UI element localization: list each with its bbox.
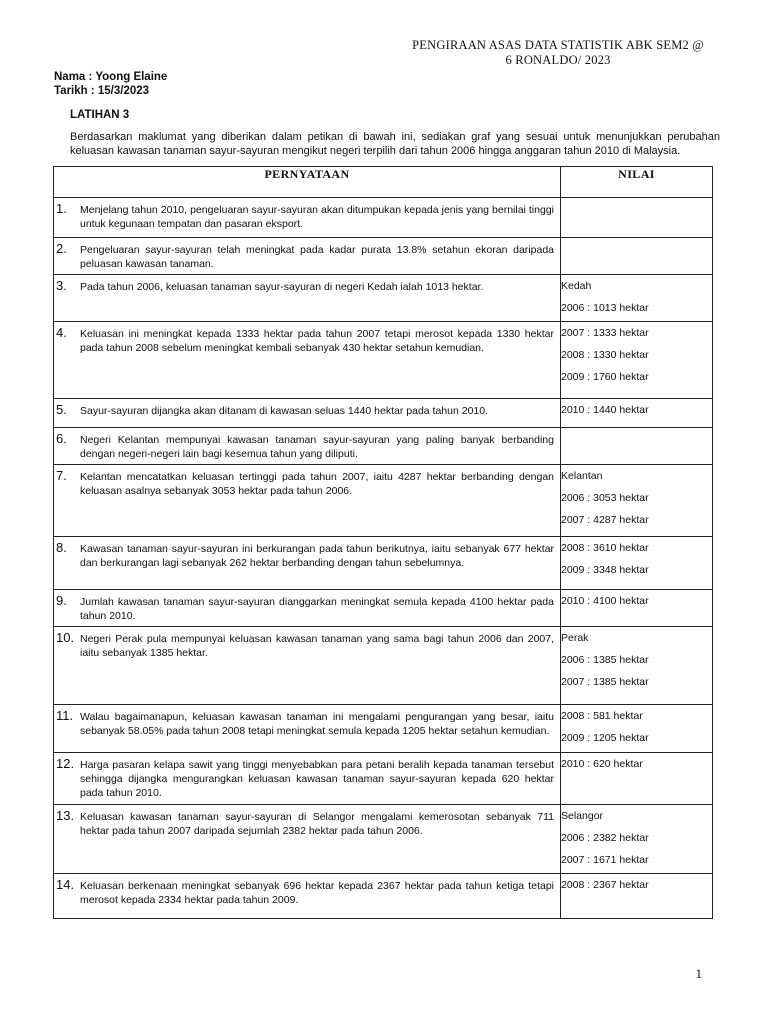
statement-cell bbox=[54, 465, 561, 537]
table-row bbox=[54, 399, 713, 428]
statement-cell bbox=[54, 753, 561, 805]
statement-text: Keluasan kawasan tanaman sayur-sayuran di Selangor mengalami kemerosotan sebanyak 711 hektar pada tahun 2007 daripada sejumlah 2382 hektar pada tahun 2006. bbox=[80, 811, 554, 837]
table-row bbox=[54, 805, 713, 874]
exercise-title: LATIHAN 3 bbox=[70, 109, 130, 121]
value-line: 2009 : 1205 hektar bbox=[561, 732, 649, 744]
value-line: 2010 : 1440 hektar bbox=[561, 404, 649, 416]
statement bbox=[54, 753, 560, 803]
statement bbox=[54, 238, 560, 274]
value-cell bbox=[561, 322, 713, 399]
statement-text: Pada tahun 2006, keluasan tanaman sayur-sayuran di negeri Kedah ialah 1013 hektar. bbox=[80, 281, 484, 293]
value-line: 2010 : 620 hektar bbox=[561, 758, 643, 770]
student-name: Nama : Yoong Elaine bbox=[54, 71, 168, 83]
value-line: 2008 : 3610 hektar bbox=[561, 542, 649, 554]
statement-cell bbox=[54, 275, 561, 322]
value-line: 2009 : 1760 hektar bbox=[561, 371, 649, 383]
statement-cell bbox=[54, 705, 561, 753]
value-cell bbox=[561, 198, 713, 238]
student-date: Tarikh : 15/3/2023 bbox=[54, 85, 150, 97]
statement-cell bbox=[54, 322, 561, 399]
value-cell bbox=[561, 627, 713, 705]
statement bbox=[54, 874, 560, 910]
statement-number: 5. bbox=[56, 402, 67, 417]
statement-number: 11. bbox=[56, 708, 74, 723]
value-cell bbox=[561, 705, 713, 753]
statement-number: 7. bbox=[56, 468, 67, 483]
statement bbox=[54, 322, 560, 358]
value-cell bbox=[561, 399, 713, 428]
statement-text: Kawasan tanaman sayur-sayuran ini berkurangan pada tahun berikutnya, iaitu sebanyak 677 hektar dan berkurangan lagi sebanyak 262 hektar berbanding dengan tahun sebelumnya. bbox=[80, 543, 554, 569]
statement-number: 14. bbox=[56, 877, 75, 892]
statement-text: Sayur-sayuran dijangka akan ditanam di kawasan seluas 1440 hektar pada tahun 2010. bbox=[80, 405, 489, 417]
value-line: 2008 : 581 hektar bbox=[561, 710, 643, 722]
statement-text: Keluasan berkenaan meningkat sebanyak 696 hektar kepada 2367 hektar pada tahun ketiga tetapi merosot kepada 2334 hektar pada tahun 2009. bbox=[80, 880, 554, 906]
statement-number: 4. bbox=[56, 325, 67, 340]
instruction-text: Berdasarkan maklumat yang diberikan dalam petikan di bawah ini, sediakan graf yang sesuai untuk menunjukkan perubahan keluasan kawasan tanaman sayur-sayuran mengikut negeri terpilih dari tahun 2006 hingga anggaran tahun 2010 di Malaysia. bbox=[70, 131, 720, 157]
statement bbox=[54, 275, 560, 297]
value-line: Kelantan bbox=[561, 470, 603, 482]
value-line: 2009 : 3348 hektar bbox=[561, 564, 649, 576]
value-cell bbox=[561, 537, 713, 590]
value-cell bbox=[561, 753, 713, 805]
table-row bbox=[54, 238, 713, 275]
statement-cell bbox=[54, 238, 561, 275]
statement-text: Harga pasaran kelapa sawit yang tinggi menyebabkan para petani beralih kepada tanaman tersebut sehingga dijangka mengurangkan keluasan kawasan tanaman sayur-sayuran kepada 620 hektar pada tahun 2010. bbox=[80, 759, 554, 799]
statement-number: 13. bbox=[56, 808, 75, 823]
statement-cell bbox=[54, 399, 561, 428]
value-cell bbox=[561, 465, 713, 537]
value-line: Perak bbox=[561, 632, 589, 644]
statement-number: 2. bbox=[56, 241, 67, 256]
table-row bbox=[54, 590, 713, 627]
statement-cell bbox=[54, 874, 561, 919]
document-header bbox=[412, 38, 704, 68]
table-row bbox=[54, 428, 713, 465]
value-line: 2006 : 3053 hektar bbox=[561, 492, 649, 504]
table-body bbox=[54, 198, 713, 919]
value-line: 2007 : 4287 hektar bbox=[561, 514, 649, 526]
statement-text: Kelantan mencatatkan keluasan tertinggi pada tahun 2007, iaitu 4287 hektar berbanding dengan keluasan asalnya sebanyak 3053 hektar pada tahun 2006. bbox=[80, 471, 554, 497]
statement-cell bbox=[54, 590, 561, 627]
table-header-row bbox=[54, 167, 713, 198]
statement-text: Jumlah kawasan tanaman sayur-sayuran dianggarkan meningkat semula kepada 4100 hektar pada tahun 2010. bbox=[80, 596, 554, 622]
table-row bbox=[54, 537, 713, 590]
statement-text: Pengeluaran sayur-sayuran telah meningkat pada kadar purata 13.8% setahun ekoran daripada peluasan kawasan tanaman. bbox=[80, 244, 554, 270]
value-cell bbox=[561, 590, 713, 627]
value-line: 2007 : 1385 hektar bbox=[561, 676, 649, 688]
statement bbox=[54, 198, 560, 234]
statement-text: Walau bagaimanapun, keluasan kawasan tanaman ini mengalami pengurangan yang besar, iaitu sebanyak 58.05% pada tahun 2008 tetapi meningkat semula kepada 1205 hektar setahun kemudian. bbox=[80, 711, 554, 737]
table-row bbox=[54, 627, 713, 705]
value-cell bbox=[561, 805, 713, 874]
header-subtitle: 6 RONALDO/ 2023 bbox=[505, 53, 611, 67]
statement-text: Menjelang tahun 2010, pengeluaran sayur-sayuran akan ditumpukan kepada jenis yang bernilai tinggi untuk kegunaan tempatan dan pasaran eksport. bbox=[80, 204, 554, 230]
statement bbox=[54, 627, 560, 663]
statement-cell bbox=[54, 198, 561, 238]
statement bbox=[54, 428, 560, 464]
statement-number: 6. bbox=[56, 431, 67, 446]
statement bbox=[54, 590, 560, 626]
header-nilai: NILAI bbox=[561, 167, 713, 198]
header-title: PENGIRAAN ASAS DATA STATISTIK ABK SEM2 @ bbox=[412, 38, 704, 52]
value-line: 2006 : 1385 hektar bbox=[561, 654, 649, 666]
value-cell bbox=[561, 275, 713, 322]
statement-number: 8. bbox=[56, 540, 67, 555]
value-cell bbox=[561, 428, 713, 465]
value-line: 2006 : 2382 hektar bbox=[561, 832, 649, 844]
table-row bbox=[54, 705, 713, 753]
statement-number: 10. bbox=[56, 630, 75, 645]
value-line: 2008 : 1330 hektar bbox=[561, 349, 649, 361]
statement-cell bbox=[54, 537, 561, 590]
table-row bbox=[54, 198, 713, 238]
statement-cell bbox=[54, 627, 561, 705]
statement-text: Negeri Kelantan mempunyai kawasan tanaman sayur-sayuran yang paling banyak berbanding dengan negeri-negeri lain bagi kesemua tahun yang diliputi. bbox=[80, 434, 554, 460]
header-pernyataan: PERNYATAAN bbox=[54, 167, 561, 198]
value-cell bbox=[561, 874, 713, 919]
statement-number: 12. bbox=[56, 756, 75, 771]
statement-table bbox=[53, 166, 713, 919]
table-row bbox=[54, 275, 713, 322]
page-number: 1 bbox=[695, 966, 702, 981]
value-line: Kedah bbox=[561, 280, 592, 292]
table-row bbox=[54, 874, 713, 919]
table-row bbox=[54, 753, 713, 805]
statement-text: Negeri Perak pula mempunyai keluasan kawasan tanaman yang sama bagi tahun 2006 dan 2007, iaitu sebanyak 1385 hektar. bbox=[80, 633, 554, 659]
value-cell bbox=[561, 238, 713, 275]
statement bbox=[54, 805, 560, 841]
statement bbox=[54, 465, 560, 501]
statement-text: Keluasan ini meningkat kepada 1333 hektar pada tahun 2007 tetapi merosot kepada 1330 hektar pada tahun 2008 sebelum meningkat kembali sebanyak 430 hektar setahun kemudian. bbox=[80, 328, 554, 354]
value-line: 2008 : 2367 hektar bbox=[561, 879, 649, 891]
value-line: 2010 : 4100 hektar bbox=[561, 595, 649, 607]
student-info bbox=[54, 70, 167, 98]
value-line: 2006 : 1013 hektar bbox=[561, 302, 649, 314]
value-line: Selangor bbox=[561, 810, 604, 822]
statement bbox=[54, 705, 560, 741]
value-line: 2007 : 1671 hektar bbox=[561, 854, 649, 866]
statement-number: 9. bbox=[56, 593, 67, 608]
statement-cell bbox=[54, 428, 561, 465]
table-row bbox=[54, 322, 713, 399]
statement bbox=[54, 537, 560, 573]
statement-cell bbox=[54, 805, 561, 874]
value-line: 2007 : 1333 hektar bbox=[561, 327, 649, 339]
statement-number: 1. bbox=[56, 201, 67, 216]
statement bbox=[54, 399, 560, 421]
statement-number: 3. bbox=[56, 278, 67, 293]
table-row bbox=[54, 465, 713, 537]
